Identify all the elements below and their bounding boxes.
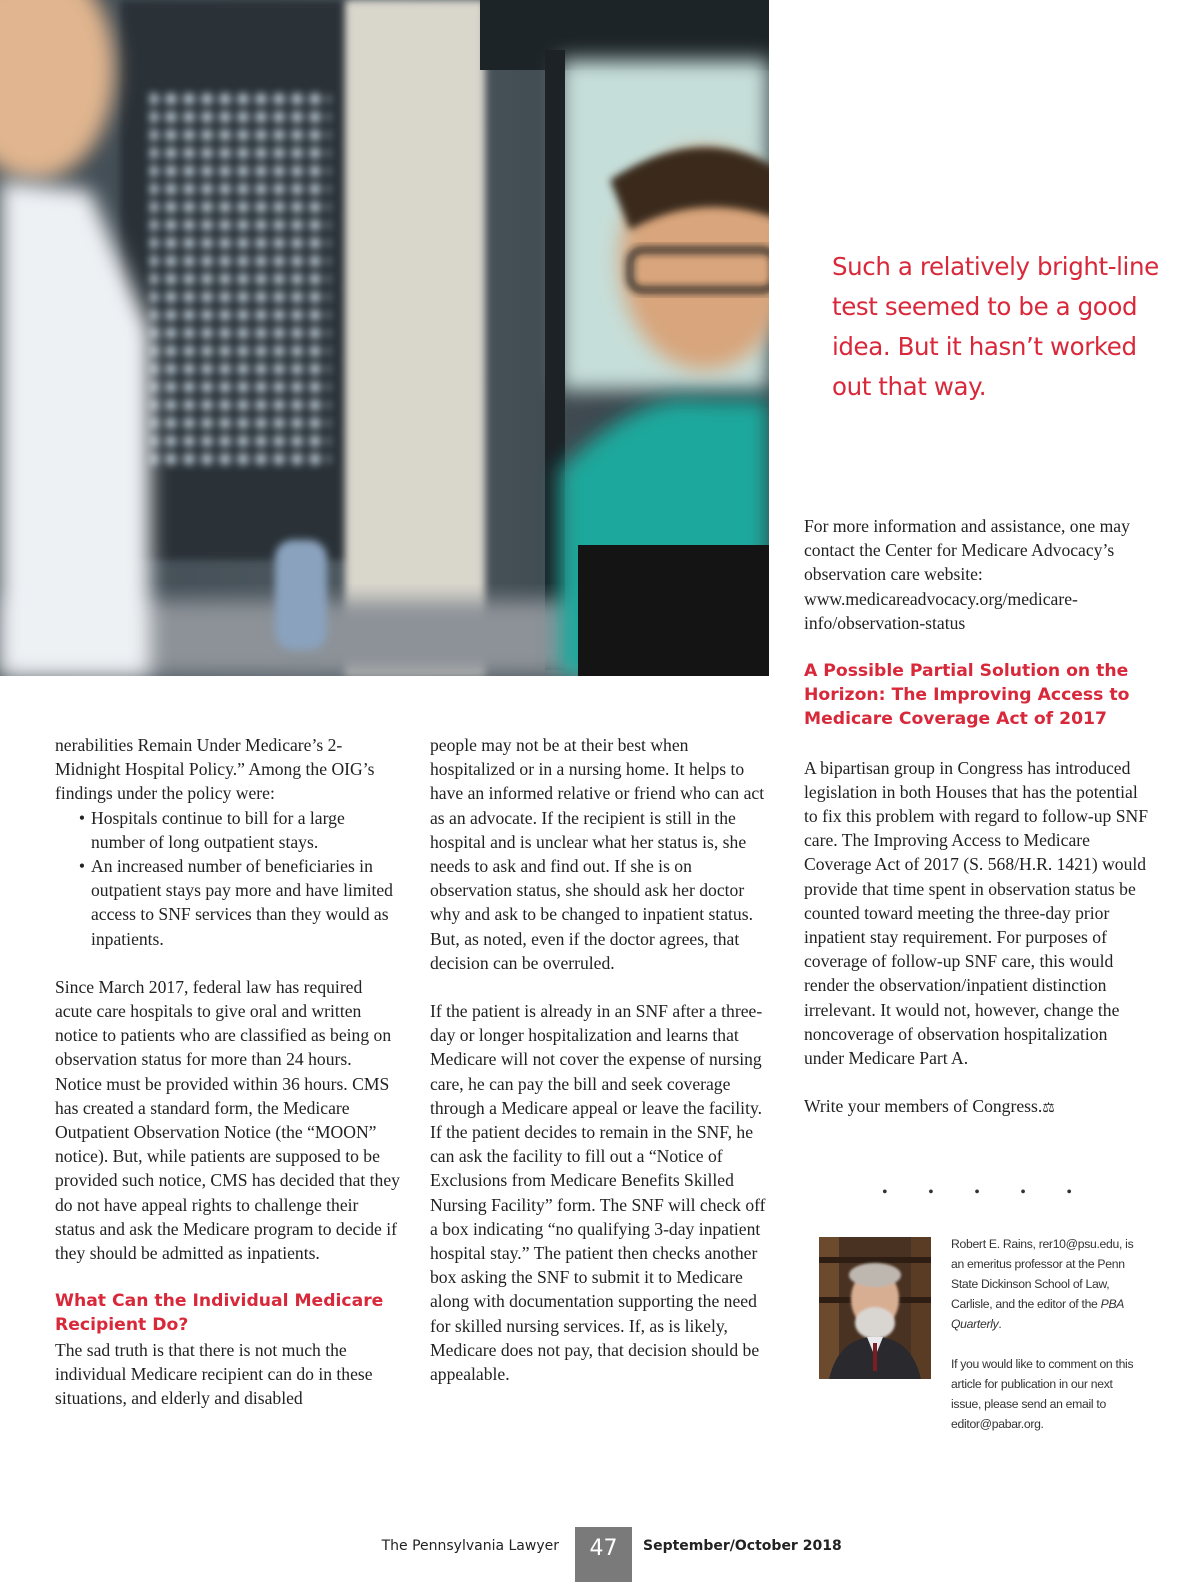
column-3 xyxy=(804,514,1149,1121)
separator-dot: • xyxy=(928,1184,934,1201)
end-mark-icon: ⚖ xyxy=(1042,1101,1055,1117)
bio-text-start: Robert E. Rains, rer10@psu.edu, is an emeritus professor at the Penn State Dickinson School of Law, Carlisle, and the editor of the xyxy=(951,1237,1134,1311)
section-heading: What Can the Individual Medicare Recipient Do? xyxy=(55,1291,384,1336)
separator-dot: • xyxy=(882,1184,888,1201)
bullet-item xyxy=(73,854,400,951)
bullet-symbol: • xyxy=(78,807,86,828)
closing-text: Write your members of Congress. xyxy=(804,1096,1043,1117)
footer-magazine-name: The Pennsylvania Lawyer xyxy=(381,1538,559,1554)
page-number: 47 xyxy=(575,1527,632,1582)
hero-photo-graphic xyxy=(0,0,769,676)
column-2 xyxy=(430,733,775,1386)
separator-dot: • xyxy=(1066,1184,1072,1201)
column-2-paragraph: If the patient is already in an SNF after a three-day or longer hospitalization and learns that Medicare will not cover the expense of nursing care, he can pay the bill and seek coverage through a Medicare appeal or leave the facility. If the patient decides to remain in the SNF, he can ask the facility to fill out a “Notice of Exclusions from Medicare Benefits Skilled Nursing Facility” form. The SNF will check off a box indicating “no qualifying 3-day inpatient hospital stay.” The patient then checks another box asking the SNF to submit it to Medicare along with documentation supporting the need for skilled nursing services. If, as is likely, Medicare does not pay, that decision should be appealable. xyxy=(430,1001,766,1385)
column-1-paragraph: Since March 2017, federal law has required acute care hospitals to give oral and written notice to patients who are classified as being on observation status for more than 24 hours. Notice must be provided within 36 hours. CMS has created a standard form, the Medicare Outpatient Observation Notice (the “MOON” notice). But, while patients are supposed to be provided such notice, CMS has decided that they do not have appeal rights to challenge their status and ask the Medicare program to decide if they should be admitted as inpatients. xyxy=(55,976,400,1264)
column-2-paragraph: people may not be at their best when hospitalized or in a nursing home. It helps to have an informed relative or friend who can act as an advocate. If the recipient is still in the hospital and is unclear what her status is, she needs to ask and find out. If she is on observation status, she should ask her doctor why and ask to be changed to inpatient status. But, as noted, even if the doctor agrees, that decision can be overruled. xyxy=(430,735,765,973)
comment-invite: If you would like to comment on this article for publication in our next issue, please send an email to editor@pabar.org. xyxy=(951,1357,1134,1431)
closing-line xyxy=(804,1094,1149,1121)
author-photo xyxy=(819,1237,931,1379)
separator-dot: • xyxy=(1020,1184,1026,1201)
footer-issue-date: September/October 2018 xyxy=(643,1538,842,1554)
section-heading: A Possible Partial Solution on the Horizon: The Improving Access to Medicare Coverage Act of 2017 xyxy=(804,661,1130,730)
bio-publication: PBA Quarterly xyxy=(951,1297,1124,1331)
separator-dot: • xyxy=(974,1184,980,1201)
column-3-paragraph: For more information and assistance, one may contact the Center for Medicare Advocacy’s observation care website: www.medicareadvocacy.org/medicare-info/observation-status xyxy=(804,516,1130,633)
bio-text-end: . xyxy=(998,1317,1002,1331)
hero-photo xyxy=(0,0,769,676)
author-bio xyxy=(951,1234,1141,1434)
column-3-paragraph: A bipartisan group in Congress has introduced legislation in both Houses that has the potential to fix this problem with regard to follow-up SNF care. The Improving Access to Medicare Coverage Act of 2017 (S. 568/H.R. 1421) would provide that time spent in observation status be counted toward meeting the three-day prior inpatient stay requirement. For purposes of coverage of follow-up SNF care, this would render the observation/inpatient distinction irrelevant. It would not, however, change the noncoverage of observation hospitalization under Medicare Part A. xyxy=(804,757,1149,1069)
page-footer xyxy=(0,1527,1200,1582)
bullet-text: An increased number of beneficiaries in outpatient stays pay more and have limited access to SNF services than they would as inpatients. xyxy=(91,856,393,949)
column-1 xyxy=(55,733,400,1410)
bullet-symbol: • xyxy=(78,856,86,877)
author-photo-graphic xyxy=(819,1237,931,1379)
bullet-text: Hospitals continue to bill for a large number of long outpatient stays. xyxy=(91,807,345,852)
column-1-intro: nerabilities Remain Under Medicare’s 2-Midnight Hospital Policy.” Among the OIG’s findings under the policy were: xyxy=(55,735,375,804)
pull-quote: Such a relatively bright-line test seemed to be a good idea. But it hasn’t worked out that way. xyxy=(832,252,1159,401)
bullet-item xyxy=(73,806,400,854)
column-1-paragraph: The sad truth is that there is not much the individual Medicare recipient can do in these situations, and elderly and disabled xyxy=(55,1339,373,1409)
author-bio-text xyxy=(951,1234,1141,1334)
separator-dots xyxy=(882,1184,1072,1202)
